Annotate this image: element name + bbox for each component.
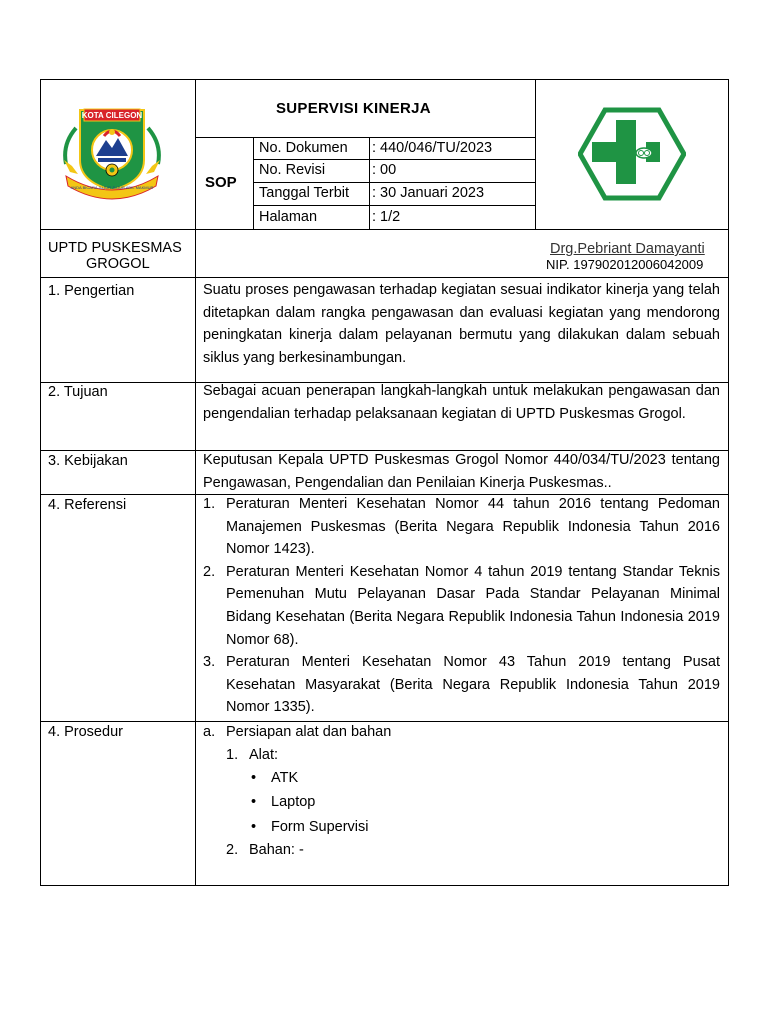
doc-value-nomor: : 440/046/TU/2023 — [372, 140, 493, 156]
alat-item-atk: ATK — [271, 770, 299, 786]
bahan-marker: 2. — [226, 842, 239, 858]
doc-value-halaman: : 1/2 — [372, 209, 401, 225]
label-tujuan: 2. Tujuan — [48, 384, 108, 400]
list-item-number: 2. — [203, 563, 216, 580]
label-kebijakan: 3. Kebijakan — [48, 453, 128, 469]
frame-bottom — [40, 885, 729, 886]
prosedur-a-marker: a. — [203, 724, 216, 740]
frame-left — [40, 79, 41, 886]
bullet-icon: • — [251, 770, 257, 786]
text-pengertian: Suatu proses pengawasan terhadap kegiatan sesuai indikator kinerja yang telah ditetapkan dalam rangka pengawasan dan evaluasi kegiatan yang mendorong peningkatan kinerja dalam pelayanan bermutu yang dilakukan dalam sebuah siklus yang berkesinambungan. — [203, 282, 720, 366]
list-item — [203, 493, 720, 561]
kota-cilegon-crest-icon — [60, 104, 164, 200]
label-pengertian: 1. Pengertian — [48, 283, 135, 299]
doc-value-divider — [369, 137, 370, 229]
prosedur-a-text: Persiapan alat dan bahan — [226, 724, 392, 740]
doc-value-tanggal: : 30 Januari 2023 — [372, 185, 485, 201]
alat-item-laptop: Laptop — [271, 794, 316, 810]
crest-banner-text: KOTA CILEGON — [81, 111, 143, 120]
doc-label-nomor: No. Dokumen — [259, 140, 348, 156]
org-name-line2: GROGOL — [86, 256, 150, 272]
crest-motto-text: ANDA BICARA JUJUR JUJUR ADIL MAKMUR — [70, 185, 154, 190]
puskesmas-logo-icon — [578, 106, 686, 202]
list-item — [203, 561, 720, 651]
org-name-line1: UPTD PUSKESMAS — [48, 240, 182, 256]
list-item-text: Peraturan Menteri Kesehatan Nomor 4 tahun 2019 tentang Standar Teknis Pemenuhan Mutu Pelayanan Dasar Pada Standar Pelayanan Minimal Bidang Kesehatan (Berita Negara Republik Indonesia Tahun Indonesia 2019 Nomor 68). — [226, 563, 720, 648]
page-title: SUPERVISI KINERJA — [276, 100, 431, 117]
signer-name: Drg.Pebriant Damayanti — [550, 241, 705, 257]
alat-marker: 1. — [226, 747, 239, 763]
list-item — [203, 651, 720, 719]
text-kebijakan: Keputusan Kepala UPTD Puskesmas Grogol Nomor 440/034/TU/2023 tentang Pengawasan, Pengendalian dan Penilaian Kinerja Puskesmas.. — [203, 452, 720, 491]
list-item-number: 3. — [203, 654, 216, 671]
doc-value-revisi: : 00 — [372, 162, 397, 178]
bullet-icon: • — [251, 819, 257, 835]
frame-right — [728, 79, 729, 886]
header-bottom — [40, 229, 729, 230]
alat-label: Alat: — [249, 747, 279, 763]
label-prosedur: 4. Prosedur — [48, 724, 123, 740]
referensi-list — [203, 493, 720, 719]
sop-divider — [253, 137, 254, 229]
doc-row-line-3 — [253, 205, 536, 206]
label-referensi: 4. Referensi — [48, 497, 127, 513]
bullet-icon: • — [251, 794, 257, 810]
alat-item-form: Form Supervisi — [271, 819, 369, 835]
list-item-number: 1. — [203, 496, 216, 512]
sop-label: SOP — [205, 174, 237, 191]
col-divider-right-logo — [535, 79, 536, 229]
doc-label-revisi: No. Revisi — [259, 162, 326, 178]
bahan-label: Bahan: - — [249, 842, 304, 858]
doc-row-line-2 — [253, 182, 536, 183]
doc-label-halaman: Halaman — [259, 209, 318, 225]
title-row-bottom — [195, 137, 536, 138]
col-divider-label — [195, 79, 196, 886]
list-item-text: Peraturan Menteri Kesehatan Nomor 43 Tahun 2019 tentang Pusat Kesehatan Masyarakat (Berita Negara Republik Indonesia Tahun 2019 Nomor 1335). — [226, 654, 720, 716]
text-tujuan: Sebagai acuan penerapan langkah-langkah untuk melakukan pengawasan dan pengendalian terhadap pelaksanaan kegiatan di UPTD Puskesmas Grogol. — [203, 383, 720, 422]
org-row-bottom — [40, 277, 729, 278]
row-line-referensi — [40, 721, 729, 722]
frame-top — [40, 79, 729, 80]
signer-nip: NIP. 197902012006042009 — [546, 257, 704, 272]
doc-row-line-1 — [253, 159, 536, 160]
list-item-text: Peraturan Menteri Kesehatan Nomor 44 tahun 2016 tentang Pedoman Manajemen Puskesmas (Berita Negara Republik Indonesia Tahun 2016 Nomor 1423). — [226, 496, 720, 558]
doc-label-tanggal: Tanggal Terbit — [259, 185, 350, 201]
